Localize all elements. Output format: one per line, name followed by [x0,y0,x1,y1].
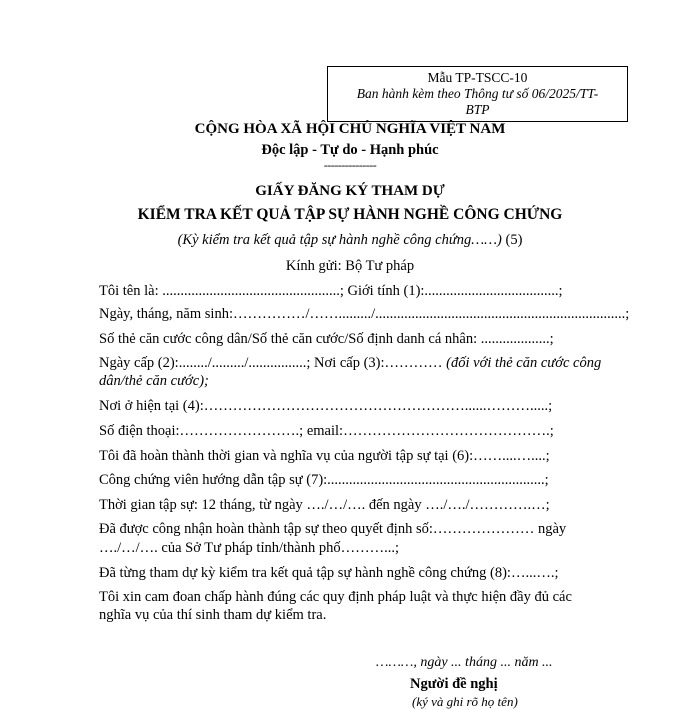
form-issued-line-2: BTP [465,102,490,117]
field-recognized-2: …./…/…. của Sở Tư pháp tỉnh/thành phố………...; [99,540,400,556]
title-line-1: GIẤY ĐĂNG KÝ THAM DỰ [255,183,445,199]
field-dob: Ngày, tháng, năm sinh:……………/……........./.....................................................................; [99,306,630,322]
field-issue-note-2: dân/thẻ căn cước); [99,373,209,389]
field-issue-line-1 [99,355,601,372]
field-name-gender: Tôi tên là: .................................................; Giới tính (1):.....................................; [99,283,563,299]
motto: Độc lập - Tự do - Hạnh phúc [261,142,439,158]
field-supervisor: Công chứng viên hướng dẫn tập sự (7):............................................................; [99,472,549,488]
pledge-line-1: Tôi xin cam đoan chấp hành đúng các quy định pháp luật và thực hiện đầy đủ các [99,589,572,605]
header-separator: --------------- [323,158,377,172]
signature-note: (ký và ghi rõ họ tên) [412,694,518,709]
subtitle-note: (5) [501,232,523,248]
signature-date: ………, ngày ... tháng ... năm ... [376,655,553,670]
field-id-number: Số thẻ căn cước công dân/Số thẻ căn cước/Số định danh cá nhân: ...................; [99,331,554,347]
form-code-box [327,66,628,122]
field-phone-email: Số điện thoại:…………………….; email:…………………………………….; [99,423,554,439]
form-issued-line-1: Ban hành kèm theo Thông tư số 06/2025/TT- [356,86,599,101]
field-issue-text: Ngày cấp (2):......../........./................; Nơi cấp (3):………… [99,355,443,371]
field-recognized-1: Đã được công nhận hoàn thành tập sự theo quyết định số:………………… ngày [99,521,567,537]
recipient: Kính gửi: Bộ Tư pháp [285,258,415,274]
field-issue-note-1: (đối với thẻ căn cước công [442,355,602,371]
field-previous-exam: Đã từng tham dự kỳ kiểm tra kết quả tập sự hành nghề công chứng (8):…...….; [99,565,559,581]
subtitle-text: (Kỳ kiểm tra kết quả tập sự hành nghề công chứng……) [177,232,502,248]
country-name: CỘNG HÒA XÃ HỘI CHỦ NGHĨA VIỆT NAM [194,121,506,137]
form-code: Mẫu TP-TSCC-10 [427,70,528,85]
signature-role: Người đề nghị [410,676,498,692]
pledge-line-2: nghĩa vụ của thí sinh tham dự kiểm tra. [99,607,327,623]
title-line-2: KIỂM TRA KẾT QUẢ TẬP SỰ HÀNH NGHỀ CÔNG CHỨNG [137,206,563,223]
field-completed: Tôi đã hoàn thành thời gian và nghĩa vụ của người tập sự tại (6):……....…....; [99,448,550,464]
subtitle [0,232,700,249]
field-duration: Thời gian tập sự: 12 tháng, từ ngày …./…/…. đến ngày …./…./………….…; [99,497,550,513]
field-residence: Nơi ở hiện tại (4):………………………………………………......……….....; [99,398,553,414]
